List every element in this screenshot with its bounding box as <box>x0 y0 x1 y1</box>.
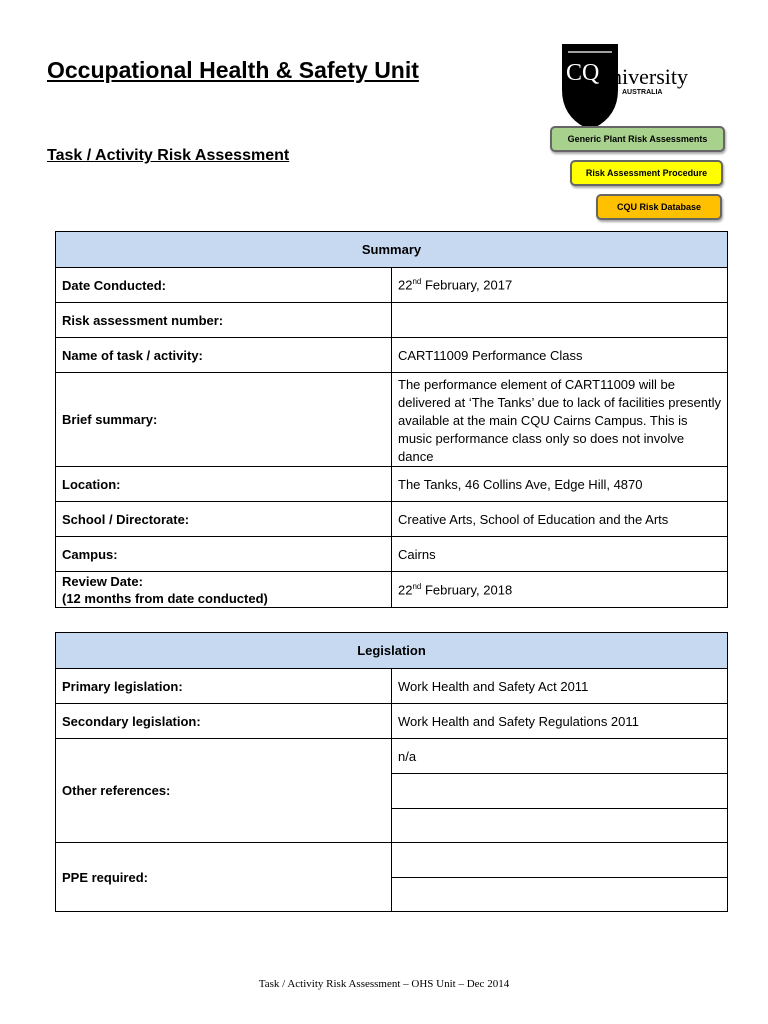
table-row <box>56 669 728 704</box>
table-row <box>56 537 728 572</box>
risk-assessment-procedure-button[interactable]: Risk Assessment Procedure <box>570 160 723 186</box>
cqu-logo <box>560 42 720 132</box>
school-value[interactable]: Creative Arts, School of Education and the Arts <box>392 502 728 537</box>
legislation-table <box>55 632 728 912</box>
logo-university-text: university <box>600 64 688 89</box>
logo-cq-text: CQ <box>566 60 600 86</box>
table-row <box>56 467 728 502</box>
location-label: Location: <box>56 467 392 502</box>
page-title: Occupational Health & Safety Unit <box>47 57 419 83</box>
table-row <box>56 502 728 537</box>
secondary-legislation-value[interactable]: Work Health and Safety Regulations 2011 <box>392 704 728 739</box>
table-row <box>56 843 728 878</box>
secondary-legislation-label: Secondary legislation: <box>56 704 392 739</box>
campus-label: Campus: <box>56 537 392 572</box>
school-label: School / Directorate: <box>56 502 392 537</box>
page-footer: Task / Activity Risk Assessment – OHS Unit – Dec 2014 <box>258 978 510 990</box>
primary-legislation-value[interactable]: Work Health and Safety Act 2011 <box>392 669 728 704</box>
table-row <box>56 704 728 739</box>
brief-summary-label: Brief summary: <box>56 373 392 467</box>
table-row <box>56 268 728 303</box>
brief-summary-value[interactable]: The performance element of CART11009 will be delivered at ‘The Tanks’ due to lack of facilities presently available at the main CQU Cairns Campus. This is music performance class only so does not involve dance <box>392 373 728 467</box>
risk-number-value[interactable] <box>392 303 728 338</box>
summary-heading: Summary <box>56 232 728 268</box>
logo-australia-text: AUSTRALIA <box>622 89 663 96</box>
review-date-label: Review Date: (12 months from date conducted) <box>56 572 392 608</box>
page-subtitle: Task / Activity Risk Assessment <box>47 147 290 164</box>
ppe-required-label: PPE required: <box>56 843 392 912</box>
primary-legislation-label: Primary legislation: <box>56 669 392 704</box>
risk-number-label: Risk assessment number: <box>56 303 392 338</box>
cqu-risk-database-button[interactable]: CQU Risk Database <box>596 194 722 220</box>
table-row <box>56 338 728 373</box>
ppe-required-value[interactable] <box>392 878 728 912</box>
other-references-value[interactable]: n/a <box>392 739 728 774</box>
location-value[interactable]: The Tanks, 46 Collins Ave, Edge Hill, 4870 <box>392 467 728 502</box>
review-date-value[interactable]: 22nd February, 2018 <box>392 572 728 608</box>
other-references-label: Other references: <box>56 739 392 843</box>
ppe-required-value[interactable] <box>392 843 728 878</box>
legislation-heading: Legislation <box>56 633 728 669</box>
date-conducted-value[interactable]: 22nd February, 2017 <box>392 268 728 303</box>
table-row <box>56 572 728 608</box>
task-name-value[interactable]: CART11009 Performance Class <box>392 338 728 373</box>
summary-table <box>55 231 728 608</box>
other-references-value[interactable] <box>392 774 728 809</box>
generic-plant-risk-assessments-button[interactable]: Generic Plant Risk Assessments <box>550 126 725 152</box>
other-references-value[interactable] <box>392 809 728 843</box>
table-row <box>56 739 728 774</box>
table-row <box>56 303 728 338</box>
table-row <box>56 373 728 467</box>
campus-value[interactable]: Cairns <box>392 537 728 572</box>
task-name-label: Name of task / activity: <box>56 338 392 373</box>
date-conducted-label: Date Conducted: <box>56 268 392 303</box>
